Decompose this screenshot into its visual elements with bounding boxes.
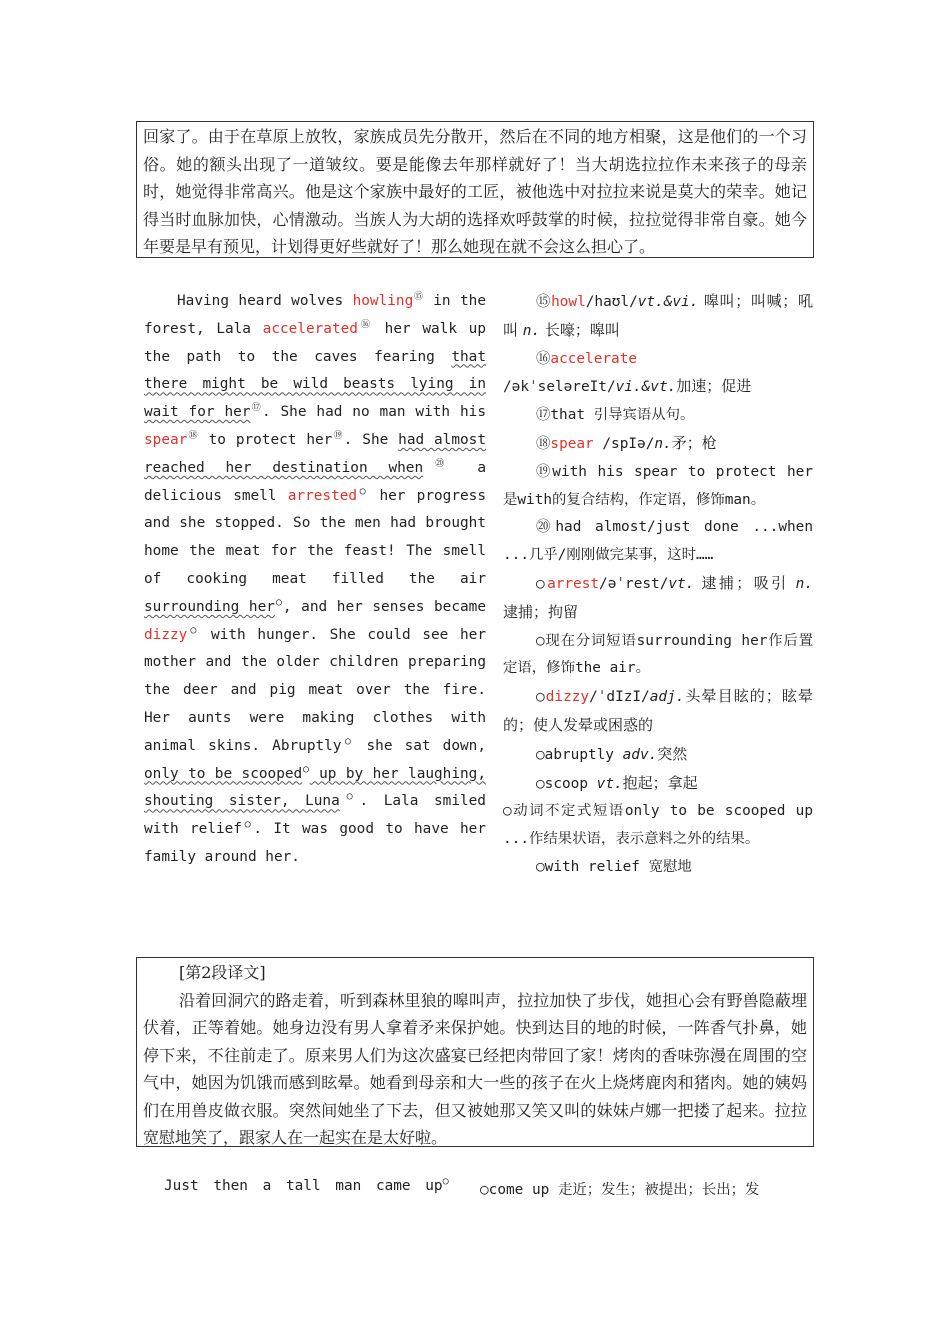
passage-text: , and her senses became — [282, 598, 486, 615]
translation-heading: [第2段译文] — [179, 963, 266, 982]
note-headword: accelerate — [550, 350, 638, 367]
note-pos: adj. — [649, 689, 685, 706]
note-25 — [503, 770, 813, 799]
vocab-word-howling: howling — [352, 293, 414, 309]
note-26: ○动词不定式短语only to be scooped up ...作结果状语，表示意料之外的结果。 — [503, 803, 813, 848]
passage-text: to protect her — [198, 431, 333, 448]
note-marker-23: ○ — [187, 624, 200, 636]
note-16-phonetic — [503, 373, 813, 402]
note-pos: n. — [522, 322, 541, 339]
note-marker-16: ⑯ — [357, 320, 373, 330]
translation-text-1: 回家了。由于在草原上放牧，家族成员先分散开，然后在不同的地方相聚，这是他们的一个习俗。她的额头出现了一道皱纹。要是能像去年那样就好了！当大胡选拉拉作未来孩子的母亲时，她觉得非常高兴。他是这个家族中最好的工匠，被他选中对拉拉来说是莫大的荣幸。她记得当时血脉加快，心情激动。当族人为大胡的选择欢呼鼓掌的时候，拉拉觉得非常自豪。她今年要是早有预见，计划得更好些就好了！那么她现在就不会这么担心了。 — [143, 127, 807, 256]
note-phonetic: /əˈrest/ — [599, 575, 669, 592]
note-22: ○现在分词短语surrounding her作后置定语，修饰the air。 — [503, 632, 813, 677]
note-marker-25: ○ — [302, 763, 310, 775]
underlined-phrase-that-clause: that there might be wild beasts lying in wait for her — [144, 348, 486, 421]
note-pos: vt. — [596, 775, 623, 792]
note-marker-22: ○ — [274, 596, 283, 608]
note-marker-18: ⑱ — [187, 431, 199, 442]
note-23 — [503, 683, 813, 741]
note-number: ○ — [536, 575, 548, 592]
note-marker-19: ⑲ — [332, 431, 344, 442]
underlined-phrase-surrounding-her: surrounding her — [144, 598, 275, 615]
note-definition: 加速；促进 — [676, 377, 752, 396]
note-headword: arrest — [547, 575, 600, 592]
note-definition: 嗥叫；叫喊；吼叫 — [503, 292, 813, 339]
passage-text: Just then a tall man came up — [164, 1178, 443, 1194]
note-15 — [503, 288, 813, 346]
note-pos: vt. — [668, 575, 695, 592]
note-27: ○with relief 宽慰地 — [536, 858, 692, 875]
note-marker-17: ⑰ — [250, 403, 262, 414]
note-definition: 矛；枪 — [671, 433, 717, 452]
note-definition: 头晕目眩的；眩晕的；使人发晕或困惑的 — [503, 687, 813, 734]
note-marker-27: ○ — [241, 819, 254, 831]
note-pos: vt.&vi. — [637, 294, 699, 310]
note-24 — [503, 741, 813, 770]
note-headword: howl — [551, 294, 586, 310]
translation-box-paragraph-1 — [136, 121, 814, 258]
note-definition: 抱起；拿起 — [622, 773, 698, 792]
vocab-word-arrested: arrested — [287, 487, 358, 504]
note-18 — [503, 430, 813, 459]
note-number: ○ — [536, 689, 546, 706]
note-pos: adv. — [622, 746, 658, 763]
english-passage — [144, 288, 486, 872]
note-headword: dizzy — [545, 689, 590, 706]
note-pos: n. — [795, 575, 813, 592]
note-phonetic: /ˈdIzI/ — [589, 689, 650, 706]
note-headword: spear — [550, 435, 594, 452]
passage-text: in the forest, Lala — [144, 293, 486, 337]
passage-text: she sat down, — [354, 737, 486, 754]
passage-text: Having heard wolves — [177, 293, 353, 309]
passage-text: her walk up the path to the caves fearing — [144, 320, 486, 365]
passage-text: her progress and she stopped. So the men had brought home the meat for the feast! The smell of cooking meat filled the air — [144, 487, 486, 587]
note-phonetic: /haʊl/ — [585, 294, 638, 310]
translation-text-2: 沿着回洞穴的路走着，听到森林里狼的嗥叫声，拉拉加快了步伐，她担心会有野兽隐蔽埋伏着，正等着她。她身边没有男人拿着矛来保护她。快到达目的地的时候，一阵香气扑鼻，她停下来，不往前走了。原来男人们为这次盛宴已经把肉带回了家！烤肉的香味弥漫在周围的空气中，她因为饥饿而感到眩晕。她看到母亲和大一些的孩子在火上烧烤鹿肉和猪肉。她的姨妈们在用兽皮做衣服。突然间她坐了下去，但又被她那又笑又叫的妹妹卢娜一把搂了起来。拉拉宽慰地笑了，跟家人在一起实在是太好啦。 — [143, 990, 807, 1147]
note-phonetic: /spIə/ — [593, 435, 655, 452]
note-16 — [503, 346, 813, 374]
note-marker-20: ⑳ — [423, 458, 457, 469]
note-pos: vi.&vt. — [615, 379, 677, 396]
note-headword: ○scoop — [536, 775, 597, 792]
note-number: ⑮ — [536, 294, 552, 310]
note-19: ⑲with his spear to protect her是with的复合结构，作定语，修饰man。 — [503, 463, 813, 508]
note-number: ⑱ — [536, 435, 551, 452]
note-pos: n. — [654, 435, 672, 452]
passage-text: with hunger. She could see her mother and the older children preparing the deer and pig meat over the fire. Her aunts were making clothes with animal skins. Abruptly — [144, 626, 486, 754]
vocab-word-dizzy: dizzy — [144, 626, 188, 643]
note-marker-24: ○ — [341, 735, 355, 747]
passage-text: . Lala smiled with relief — [144, 793, 486, 838]
underlined-phrase-only-to-be-scooped: only to be scooped — [144, 765, 303, 782]
note-marker-15: ⑮ — [413, 292, 424, 303]
note-phonetic: /əkˈseləreIt/ — [503, 379, 616, 396]
passage-next-line — [164, 1178, 449, 1194]
vocab-word-spear: spear — [144, 431, 188, 448]
passage-text: . She — [343, 431, 399, 448]
note-21 — [503, 570, 813, 628]
note-definition: 逮捕；拘留 — [503, 602, 579, 621]
note-28: ○come up 走近；发生；被提出；长出；发 — [480, 1182, 760, 1198]
note-marker-21: ○ — [357, 485, 369, 497]
passage-text: . She had no man with his — [261, 404, 486, 421]
underlined-phrase-had-almost: had almost reached her destination when — [144, 431, 486, 476]
note-marker-28: ○ — [442, 1176, 449, 1188]
translation-box-paragraph-2 — [136, 957, 814, 1147]
passage-text: . It was good to have her family around her. — [144, 821, 486, 865]
note-definition: 逮捕；吸引 — [694, 573, 796, 592]
note-marker-26: ○ — [339, 791, 360, 803]
vocab-word-accelerated: accelerated — [262, 320, 358, 337]
note-definition: 长嚎；嗥叫 — [540, 320, 620, 339]
note-definition: 突然 — [657, 744, 688, 763]
note-headword: ○abruptly — [536, 746, 623, 763]
vocabulary-notes — [503, 288, 813, 882]
note-number: ⑯ — [536, 350, 551, 367]
note-20: ⑳had almost/just done ...when ...几乎/刚刚做完某事，这时…… — [503, 519, 813, 564]
note-17: ⑰that 引导宾语从句。 — [536, 407, 695, 424]
passage-text: a delicious smell — [144, 459, 486, 504]
underlined-phrase-up-by-her-sister: up by her laughing, shouting sister, Luna — [144, 765, 487, 810]
